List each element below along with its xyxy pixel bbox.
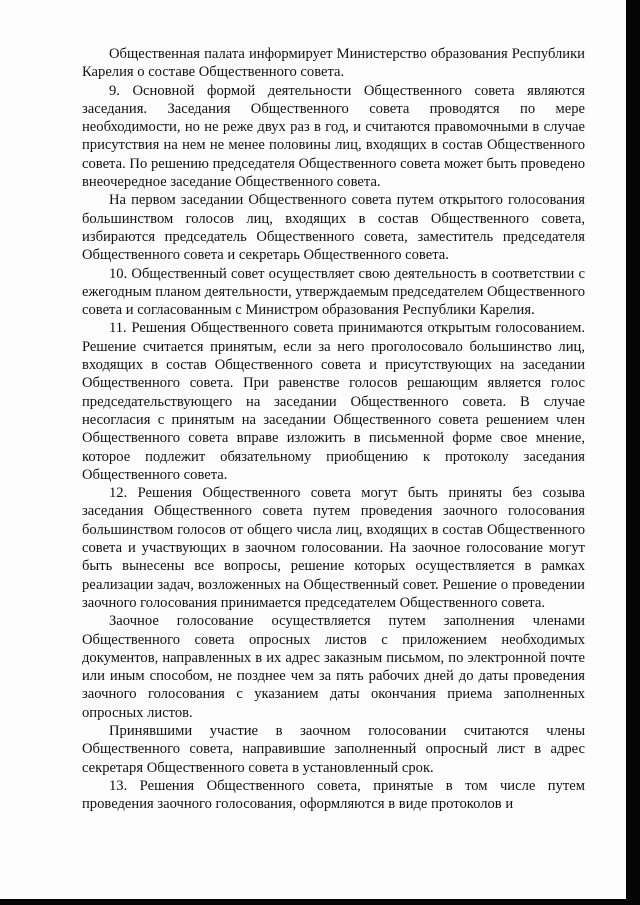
paragraph-11-decisions: 11. Решения Общественного совета принимаются открытым голосованием. Решение считается принятым, если за него проголосовало большинство лиц, входящих в состав Общественного совета и присутствующих на заседании Общественного совета. При равенстве голосов решающим является голос председательствующего на заседании Общественного совета. В случае несогласия с принятым на заседании Общественного совета решением член Общественного совета вправе изложить в письменной форме свое мнение, которое подлежит обязательному приобщению к протоколу заседания Общественного совета. (82, 320, 585, 483)
scan-border-bottom (0, 899, 640, 905)
scan-border-right (626, 0, 640, 905)
paragraph-12-absentee-voting: 12. Решения Общественного совета могут быть приняты без созыва заседания Общественного совета путем проведения заочного голосования большинством голосов от общего числа лиц, входящих в состав Общественного совета и участвующих в заочном голосовании. На заочное голосование могут быть вынесены все вопросы, решение которых осуществляется в рамках реализации задач, возложенных на Общественный совет. Решение о проведении заочного голосования принимается председателем Общественного совета. (82, 485, 585, 611)
paragraph-absentee-participants: Принявшими участие в заочном голосовании считаются члены Общественного совета, направившие заполненный опросный лист в адрес секретаря Общественного совета в установленный срок. (82, 722, 585, 776)
paragraph-10-plan: 10. Общественный совет осуществляет свою деятельность в соответствии с ежегодным планом деятельности, утверждаемым председателем Общественного совета и согласованным с Министром образования Республики Карелия. (82, 265, 585, 319)
paragraph-first-meeting: На первом заседании Общественного совета путем открытого голосования большинством голосов лиц, входящих в состав Общественного совета, избираются председатель Общественного совета, заместитель председателя Общественного совета и секретарь Общественного совета. (82, 192, 585, 264)
paragraph-notification: Общественная палата информирует Министерство образования Республики Карелия о составе Общественного совета. (82, 46, 585, 81)
paragraph-13-protocols: 13. Решения Общественного совета, принятые в том числе путем проведения заочного голосования, оформляются в виде протоколов и (82, 777, 585, 813)
paragraph-9-meetings: 9. Основной формой деятельности Общественного совета являются заседания. Заседания Общественного совета проводятся по мере необходимости, но не реже двух раз в год, и считаются правомочными в случае присутствия на нем не менее половины лиц, входящих в состав Общественного совета. По решению председателя Общественного совета может быть проведено внеочередное заседание Общественного совета. (82, 82, 585, 191)
document-body (82, 45, 585, 813)
paragraph-absentee-procedure: Заочное голосование осуществляется путем заполнения членами Общественного совета опросных листов с приложением необходимых документов, направленных в их адрес заказным письмом, по электронной почте или иным способом, не позднее чем за пять рабочих дней до даты проведения заочного голосования с указанием даты окончания приема заполненных опросных листов. (82, 613, 585, 721)
